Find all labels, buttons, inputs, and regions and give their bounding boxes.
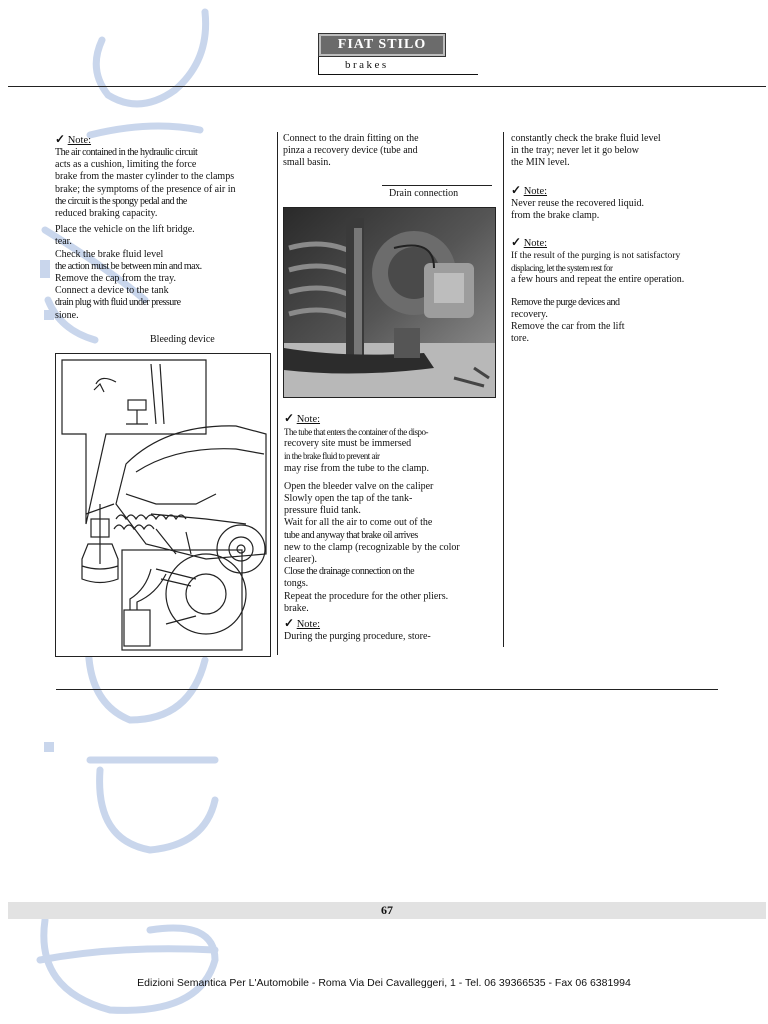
note-line: The air contained in the hydraulic circuit <box>55 147 198 158</box>
body-line: Close the drainage connection on the <box>284 566 415 578</box>
checkmark-icon: ✓ <box>55 132 66 146</box>
body-line: small basin. <box>283 157 331 169</box>
column-3-text <box>511 133 726 345</box>
body-line: Remove the car from the lift <box>511 321 625 333</box>
note-line: recovery site must be immersed <box>284 438 412 450</box>
note-line: If the result of the purging is not satisfactory <box>511 251 681 262</box>
body-line: Check the brake fluid level <box>55 248 164 260</box>
bleeding-device-figure <box>55 353 271 657</box>
note-heading: ✓ Note: <box>284 411 321 425</box>
body-line: clearer). <box>284 554 318 566</box>
body-line: the action must be between min and max. <box>55 260 202 272</box>
body-line: pressure fluid tank. <box>284 505 361 517</box>
body-line: recovery. <box>511 308 548 320</box>
header-divider <box>8 86 766 87</box>
note-line: During the purging procedure, store- <box>284 631 431 643</box>
note-line: from the brake clamp. <box>511 209 600 221</box>
figure-caption-bleeding: Bleeding device <box>150 334 215 345</box>
body-line: in the tray; never let it go below <box>511 145 640 157</box>
body-line: Connect to the drain fitting on the <box>283 133 419 144</box>
checkmark-icon: ✓ <box>511 235 522 250</box>
note-heading: ✓ Note: <box>55 132 92 146</box>
body-line: sione. <box>55 309 79 321</box>
body-line: the MIN level. <box>511 157 570 169</box>
note-line: the circuit is the spongy pedal and the <box>55 195 187 207</box>
drain-connection-photo <box>283 207 496 398</box>
note-line: reduced braking capacity. <box>55 208 158 220</box>
body-line: Open the bleeder valve on the caliper <box>284 480 434 492</box>
column-2-body <box>284 412 499 643</box>
page-number-bar <box>8 902 766 919</box>
note-line: acts as a cushion, limiting the force <box>55 159 197 171</box>
body-line: Place the vehicle on the lift bridge. <box>55 224 195 236</box>
caption-rule <box>382 185 492 186</box>
column-2-intro <box>283 133 498 170</box>
body-line: Remove the purge devices and <box>511 296 620 308</box>
manual-title: FIAT STILO <box>318 33 446 57</box>
note-heading: ✓ Note: <box>511 182 548 197</box>
body-line: new to the clamp (recognizable by the color <box>284 541 460 553</box>
note-line: Never reuse the recovered liquid. <box>511 197 644 209</box>
checkmark-icon: ✓ <box>511 182 522 197</box>
body-line: tore. <box>511 333 530 345</box>
note-line: brake from the master cylinder to the clamps <box>55 171 235 183</box>
body-line: Wait for all the air to come out of the <box>284 517 433 529</box>
publisher-footer: Edizioni Semantica Per L'Automobile - Roma Via Dei Cavalleggeri, 1 - Tel. 06 39366535 - Fax 06 6381994 <box>137 977 631 989</box>
column-divider-2 <box>503 132 504 647</box>
figure-caption-drain: Drain connection <box>389 188 459 199</box>
note-line: brake; the symptoms of the presence of air in <box>55 183 236 195</box>
note-line: displacing, let the system rest for <box>511 263 613 274</box>
note-line: a few hours and repeat the entire operation. <box>511 274 685 286</box>
body-line: constantly check the brake fluid level <box>511 133 661 144</box>
body-line: tube and anyway that brake oil arrives <box>284 529 418 541</box>
checkmark-icon: ✓ <box>284 411 295 425</box>
body-line: Connect a device to the tank <box>55 285 169 297</box>
page-number: 67 <box>381 903 393 917</box>
content-bottom-divider <box>56 689 718 690</box>
body-line: Repeat the procedure for the other pliers. <box>284 590 449 602</box>
body-line: tongs. <box>284 578 309 590</box>
note-heading: ✓ Note: <box>284 616 321 631</box>
column-divider-1 <box>277 132 278 655</box>
body-line: brake. <box>284 602 309 614</box>
note-heading: ✓ Note: <box>511 235 548 250</box>
note-line: in the brake fluid to prevent air <box>284 451 380 462</box>
section-subtitle: brakes <box>318 57 478 75</box>
body-line: pinza a recovery device (tube and <box>283 145 418 157</box>
checkmark-icon: ✓ <box>284 616 295 631</box>
body-line: Remove the cap from the tray. <box>55 273 176 285</box>
column-1-text <box>55 133 275 322</box>
body-line: tear. <box>55 236 72 248</box>
note-line: may rise from the tube to the clamp. <box>284 462 429 474</box>
body-line: drain plug with fluid under pressure <box>55 297 181 309</box>
body-line: Slowly open the tap of the tank- <box>284 493 413 505</box>
note-line: The tube that enters the container of the dispo- <box>284 427 428 437</box>
